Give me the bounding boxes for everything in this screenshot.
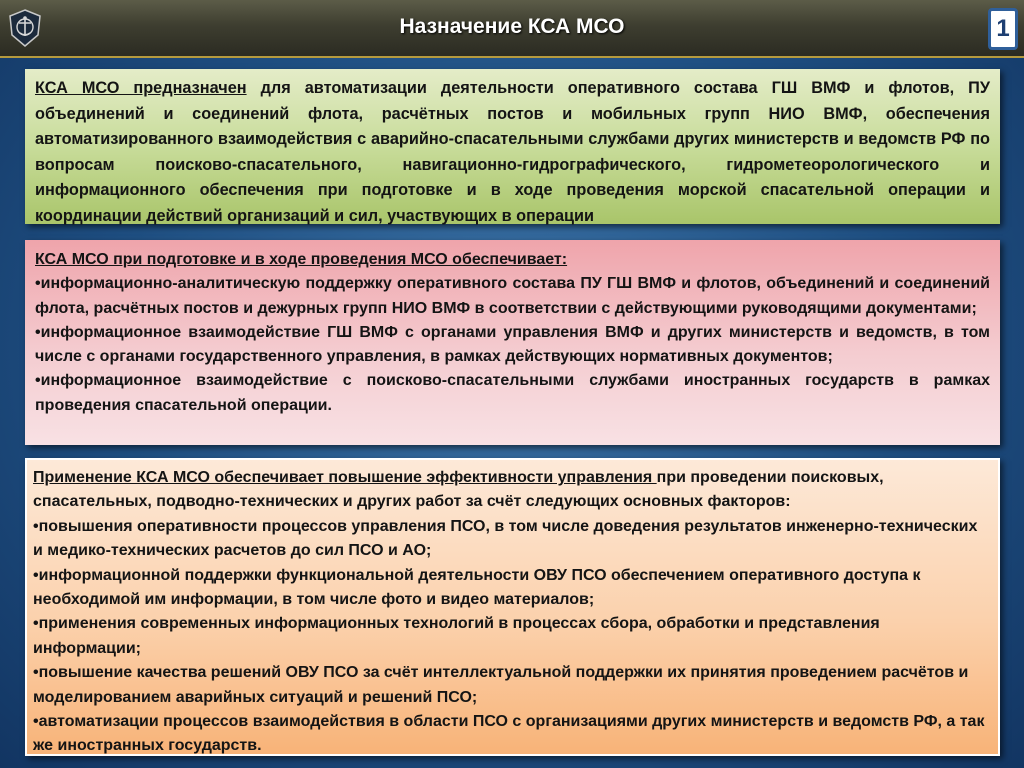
list-item: •информационное взаимодействие ГШ ВМФ с органами управления ВМФ и других министерств и ведомств, в том числе с органами государственного управления, в рамках действующих нормативных документов;	[35, 323, 990, 366]
purpose-text	[35, 76, 990, 230]
purpose-body: для автоматизации деятельности оперативного состава ГШ ВМФ и флотов, ПУ объединений и соединений флота, расчётных постов и мобильных групп НИО ВМФ, обеспечения автоматизированного взаимодействия с аварийно-спасательными службами других министерств и ведомств РФ по вопросам поисково-спасательного, навигационно-гидрографического, гидрометеорологического и информационного обеспечения при подготовке и в ходе проведения морской спасательной операции и координации действий организаций и сил, участвующих в операции	[35, 79, 990, 225]
list-item: •повышение качества решений ОВУ ПСО за счёт интеллектуальной поддержки их принятия проведением расчётов и моделированием аварийных ситуаций и решений ПСО;	[33, 664, 969, 706]
list-item: •применения современных информационных технологий в процессах сбора, обработки и представления информации;	[33, 615, 880, 657]
list-item: •автоматизации процессов взаимодействия в области ПСО с организациями других министерств и ведомств РФ, а так же иностранных государств.	[33, 713, 985, 755]
page-number-badge: 1	[988, 8, 1018, 50]
list-item: •информационно-аналитическую поддержку оперативного состава ПУ ГШ ВМФ и флотов, объединений и соединений флота, расчётных постов и дежурных групп НИО ВМФ в соответствии с действующими руководящими документами;	[35, 275, 990, 317]
list-item: •информационное взаимодействие с поисково-спасательными службами иностранных государств в рамках проведения спасательной операции.	[35, 372, 990, 414]
purpose-panel	[25, 69, 1000, 224]
provides-panel	[25, 240, 1000, 445]
page-title: Назначение КСА МСО	[399, 15, 625, 38]
purpose-lead: КСА МСО предназначен	[35, 79, 247, 97]
list-item: •информационной поддержки функциональной деятельности ОВУ ПСО обеспечением оперативного доступа к необходимой им информации, в том числе фото и видео материалов;	[33, 566, 921, 609]
efficiency-body: при проведении поисковых, спасательных, подводно-технических и других работ за счёт следующих основных факторов:	[33, 469, 884, 511]
provides-heading: КСА МСО при подготовке и в ходе проведения МСО обеспечивает:	[35, 251, 568, 268]
efficiency-lead: Применение КСА МСО обеспечивает повышение эффективности управления	[33, 469, 657, 486]
efficiency-intro	[33, 466, 988, 515]
list-item: •повышения оперативности процессов управления ПСО, в том числе доведения результатов инженерно-технических и медико-технических расчетов до сил ПСО и АО;	[33, 517, 978, 560]
efficiency-panel	[25, 458, 1000, 756]
header-bar	[0, 0, 1024, 58]
